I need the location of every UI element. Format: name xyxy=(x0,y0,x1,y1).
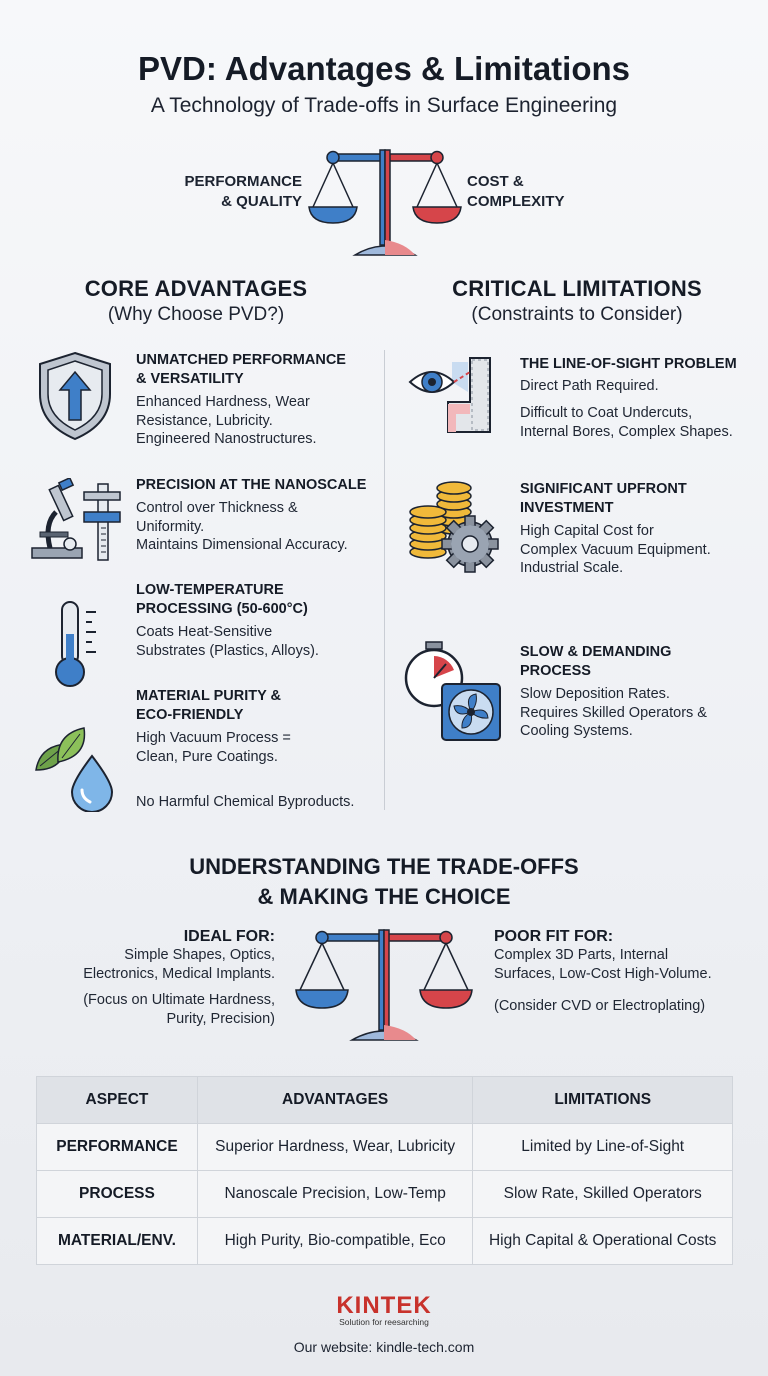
limitation-2-title: SIGNIFICANT UPFRONT INVESTMENT xyxy=(520,481,687,516)
table-header-cell: LIMITATIONS xyxy=(473,1077,733,1124)
table-cell-limitation: High Capital & Operational Costs xyxy=(473,1218,733,1265)
shield-arrow-icon xyxy=(36,350,114,442)
balance-scale-icon xyxy=(294,926,474,1044)
tradeoffs-heading: UNDERSTANDING THE TRADE-OFFS & MAKING THE CHOICE xyxy=(189,854,579,909)
table-cell-advantage: High Purity, Bio-compatible, Eco xyxy=(197,1218,473,1265)
limitation-1-body-extra: Difficult to Coat Undercuts, Internal Bores, Complex Shapes. xyxy=(520,405,733,440)
advantage-1-title: UNMATCHED PERFORMANCE & VERSATILITY xyxy=(136,352,346,387)
advantage-2-body: Control over Thickness & Uniformity. Maintains Dimensional Accuracy. xyxy=(136,500,348,553)
page-subtitle: A Technology of Trade-offs in Surface Engineering xyxy=(150,94,618,117)
leaf-drop-icon xyxy=(32,726,118,812)
table-header-row xyxy=(37,1077,733,1124)
limitation-2-body: High Capital Cost for Complex Vacuum Equipment. Industrial Scale. xyxy=(520,523,711,576)
limitation-3-title: SLOW & DEMANDING PROCESS xyxy=(520,644,672,679)
limitation-3-body: Slow Deposition Rates. Requires Skilled Operators & Cooling Systems. xyxy=(520,686,707,739)
table-header-cell: ASPECT xyxy=(37,1077,198,1124)
eye-icon xyxy=(408,352,504,436)
logo-tagline: Solution for reesarching xyxy=(339,1317,429,1327)
scale-right-label: COST & COMPLEXITY xyxy=(467,173,565,210)
website-text: Our website: kindle-tech.com xyxy=(293,1339,475,1355)
table-cell-advantage: Superior Hardness, Wear, Lubricity xyxy=(197,1124,473,1171)
ideal-for-title: IDEAL FOR: xyxy=(183,928,275,945)
limitation-1-body: Direct Path Required. xyxy=(520,378,659,394)
table-header-cell: ADVANTAGES xyxy=(197,1077,473,1124)
column-divider xyxy=(384,350,385,810)
stopwatch-fan-icon xyxy=(404,640,506,744)
scale-left-label: PERFORMANCE & QUALITY xyxy=(184,173,302,210)
table-row xyxy=(37,1171,733,1218)
poor-fit-note: (Consider CVD or Electroplating) xyxy=(494,998,706,1014)
microscope-caliper-icon xyxy=(26,478,124,564)
ideal-for-body: Simple Shapes, Optics, Electronics, Medical Implants. xyxy=(83,947,275,982)
advantage-4-body: High Vacuum Process = Clean, Pure Coatings. xyxy=(136,730,291,765)
limitation-1-title: THE LINE-OF-SIGHT PROBLEM xyxy=(520,356,737,372)
table-cell-advantage: Nanoscale Precision, Low-Temp xyxy=(197,1171,473,1218)
table-cell-aspect: PERFORMANCE xyxy=(37,1124,198,1171)
limitations-subheading: (Constraints to Consider) xyxy=(471,304,683,325)
advantage-4-body-extra: No Harmful Chemical Byproducts. xyxy=(136,794,355,810)
logo-wordmark: KINTEK xyxy=(336,1292,432,1319)
table-cell-limitation: Slow Rate, Skilled Operators xyxy=(473,1171,733,1218)
table-cell-aspect: MATERIAL/ENV. xyxy=(37,1218,198,1265)
table-row xyxy=(37,1218,733,1265)
table-row xyxy=(37,1124,733,1171)
poor-fit-title: POOR FIT FOR: xyxy=(494,928,614,945)
advantage-2-title: PRECISION AT THE NANOSCALE xyxy=(136,477,367,493)
advantages-subheading: (Why Choose PVD?) xyxy=(107,304,285,325)
kintek-logo xyxy=(0,1292,768,1327)
balance-scale-icon xyxy=(305,145,465,263)
ideal-for-note: (Focus on Ultimate Hardness, Purity, Precision) xyxy=(83,992,275,1027)
advantage-3-body: Coats Heat-Sensitive Substrates (Plastics, Alloys). xyxy=(136,624,319,659)
poor-fit-body: Complex 3D Parts, Internal Surfaces, Low-Cost High-Volume. xyxy=(494,947,712,982)
coins-gear-icon xyxy=(406,478,502,576)
limitations-heading: CRITICAL LIMITATIONS xyxy=(452,276,702,301)
advantage-1-body: Enhanced Hardness, Wear Resistance, Lubricity. Engineered Nanostructures. xyxy=(136,394,317,447)
advantage-3-title: LOW-TEMPERATURE PROCESSING (50-600°C) xyxy=(136,582,308,617)
page-title: PVD: Advantages & Limitations xyxy=(137,50,631,87)
thermometer-icon xyxy=(50,598,106,690)
summary-table xyxy=(36,1076,733,1265)
advantage-4-title: MATERIAL PURITY & ECO-FRIENDLY xyxy=(136,688,282,723)
table-cell-limitation: Limited by Line-of-Sight xyxy=(473,1124,733,1171)
advantages-heading: CORE ADVANTAGES xyxy=(84,276,308,301)
table-cell-aspect: PROCESS xyxy=(37,1171,198,1218)
